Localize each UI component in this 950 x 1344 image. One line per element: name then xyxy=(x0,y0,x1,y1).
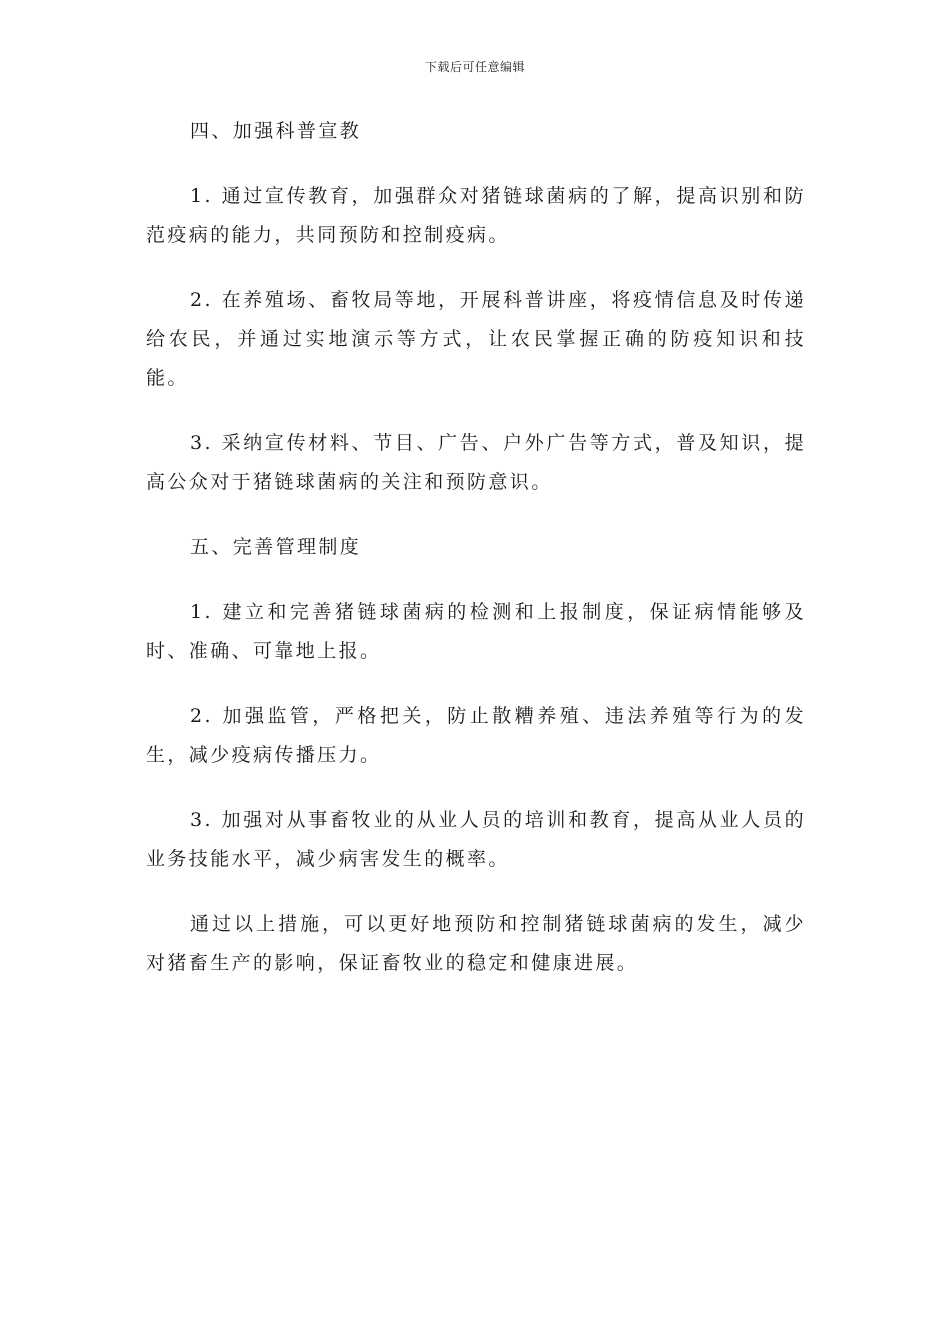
paragraph: 3. 采纳宣传材料、节目、广告、户外广告等方式，普及知识，提高公众对于猪链球菌病的关注和预防意识。 xyxy=(146,432,806,493)
conclusion-paragraph: 通过以上措施，可以更好地预防和控制猪链球菌病的发生，减少对猪畜生产的影响，保证畜牧业的稳定和健康进展。 xyxy=(146,913,806,974)
section-heading-publicity: 四、加强科普宣教 xyxy=(190,120,362,142)
header-note: 下载后可任意编辑 xyxy=(424,60,525,74)
document-body xyxy=(146,112,806,1009)
paragraph: 1. 建立和完善猪链球菌病的检测和上报制度，保证病情能够及时、准确、可靠地上报。 xyxy=(146,601,806,662)
paragraph: 2. 加强监管，严格把关，防止散糟养殖、违法养殖等行为的发生，减少疫病传播压力。 xyxy=(146,705,806,766)
paragraph: 1. 通过宣传教育，加强群众对猪链球菌病的了解，提高识别和防范疫病的能力，共同预防和控制疫病。 xyxy=(146,185,806,246)
paragraph: 3. 加强对从事畜牧业的从业人员的培训和教育，提高从业人员的业务技能水平，减少病害发生的概率。 xyxy=(146,809,806,870)
section-heading-management: 五、完善管理制度 xyxy=(190,536,362,558)
paragraph: 2. 在养殖场、畜牧局等地，开展科普讲座，将疫情信息及时传递给农民，并通过实地演示等方式，让农民掌握正确的防疫知识和技能。 xyxy=(146,289,806,389)
